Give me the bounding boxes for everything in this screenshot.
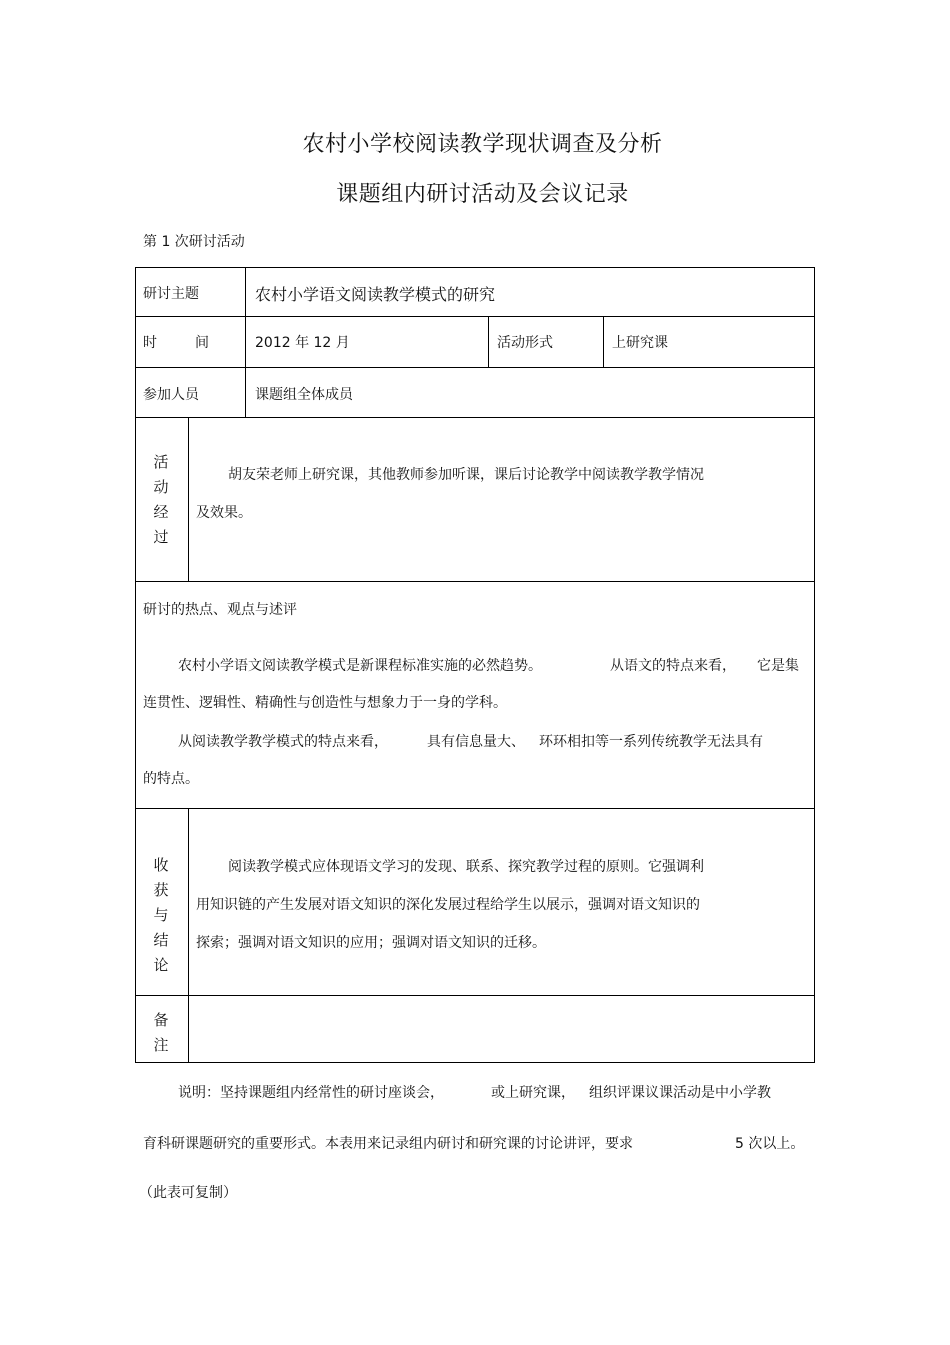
participants-label: 参加人员 <box>143 387 199 403</box>
hotspot-p1-a: 农村小学语文阅读教学模式是新课程标准实施的必然趋势。 <box>178 658 542 674</box>
remark-label <box>151 1008 171 1058</box>
hotspot-p2-a: 从阅读教学教学模式的特点来看， <box>178 734 388 750</box>
topic-value: 农村小学语文阅读教学模式的研究 <box>255 285 496 304</box>
result-label-char: 论 <box>153 956 169 974</box>
result-label-char: 与 <box>153 906 169 924</box>
time-label-a: 时 <box>143 335 157 351</box>
note-a: 说明：坚持课题组内经常性的研讨座谈会， <box>178 1085 444 1101</box>
topic-label: 研讨主题 <box>143 286 199 302</box>
process-label <box>151 450 171 550</box>
process-text-line1: 胡友荣老师上研究课，其他教师参加听课，课后讨论教学中阅读教学教学情况 <box>228 467 704 483</box>
document-subtitle: 课题组内研讨活动及会议记录 <box>336 182 629 207</box>
result-text-line1: 阅读教学模式应体现语文学习的发现、联系、探究教学过程的原则。它强调利 <box>228 859 704 875</box>
form-label: 活动形式 <box>497 335 553 351</box>
process-label-char: 活 <box>153 453 169 471</box>
session-label: 第 1 次研讨活动 <box>143 234 245 250</box>
process-label-char: 动 <box>153 478 169 496</box>
process-label-char: 过 <box>153 528 169 546</box>
remark-label-char: 注 <box>153 1036 169 1054</box>
process-label-char: 经 <box>153 503 169 521</box>
participants-value: 课题组全体成员 <box>255 387 353 403</box>
copy-note: （此表可复制） <box>139 1185 237 1201</box>
result-label-char: 获 <box>153 881 169 899</box>
hotspot-p1-line2: 连贯性、逻辑性、精确性与创造性与想象力于一身的学科。 <box>143 695 507 711</box>
note-line2: 育科研课题研究的重要形式。本表用来记录组内研讨和研究课的讨论讲评，要求 <box>143 1136 633 1152</box>
hotspot-p1-b: 从语文的特点来看， <box>610 658 736 674</box>
hotspot-p1-c: 它是集 <box>757 658 799 674</box>
form-value: 上研究课 <box>612 335 668 351</box>
result-text-line3: 探索；强调对语文知识的应用；强调对语文知识的迁移。 <box>196 935 546 951</box>
result-label-char: 结 <box>153 931 169 949</box>
hotspot-p2-b: 具有信息量大、 <box>427 734 525 750</box>
note-b: 或上研究课， <box>491 1085 575 1101</box>
process-text-line2: 及效果。 <box>196 505 252 521</box>
hotspot-heading: 研讨的热点、观点与述评 <box>143 602 297 618</box>
note-c: 组织评课议课活动是中小学教 <box>589 1085 771 1101</box>
time-label-b: 间 <box>195 335 209 351</box>
remark-label-char: 备 <box>153 1011 169 1029</box>
result-text-line2: 用知识链的产生发展对语文知识的深化发展过程给学生以展示，强调对语文知识的 <box>196 897 700 913</box>
result-label <box>151 853 171 978</box>
note-line2-b: 5 次以上。 <box>735 1136 805 1152</box>
hotspot-p2-c: 环环相扣等一系列传统教学无法具有 <box>539 734 763 750</box>
hotspot-p2-line2: 的特点。 <box>143 771 199 787</box>
result-label-char: 收 <box>153 856 169 874</box>
document-title: 农村小学校阅读教学现状调查及分析 <box>302 132 663 157</box>
time-value: 2012 年 12 月 <box>255 335 350 351</box>
